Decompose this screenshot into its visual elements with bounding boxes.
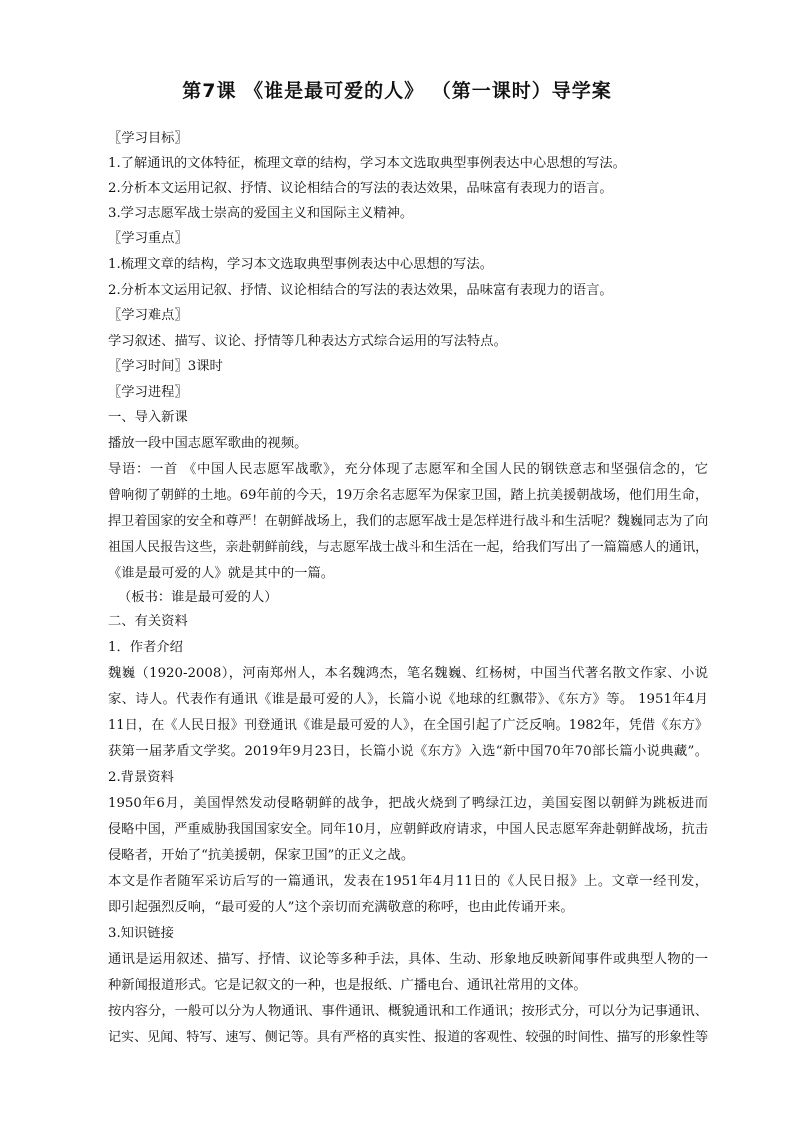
intro-paragraph-line: 捍卫着国家的安全和尊严！在朝鲜战场上，我们的志愿军战士是怎样进行战斗和生活呢？魏巍同志为了向 <box>108 514 708 529</box>
knowledge-paragraph-line: 种新闻报道形式。它是记叙文的一种，也是报纸、广播电台、通讯社常用的文体。 <box>108 978 587 993</box>
knowledge-paragraph-line: 按内容分，一般可以分为人物通讯、事件通讯、概貌通讯和工作通讯；按形式分，可以分为记事通讯、 <box>108 1004 708 1019</box>
subheading-author: 1．作者介绍 <box>108 640 183 655</box>
section-heading-time: 〖学习时间〗3课时 <box>108 359 223 374</box>
section-materials-heading: 二、有关资料 <box>108 614 188 629</box>
intro-video-text: 播放一段中国志愿军歌曲的视频。 <box>108 436 308 451</box>
knowledge-paragraph-line: 记实、见闻、特写、速写、侧记等。具有严格的真实性、报道的客观性、较强的时间性、描写的形象性等 <box>108 1030 708 1045</box>
author-paragraph-line: 家、诗人。代表作有通讯《谁是最可爱的人》，长篇小说《地球的红飘带》、《东方》等。 1951年4月 <box>108 692 708 707</box>
objective-1: 1.了解通讯的文体特征，梳理文章的结构，学习本文选取典型事例表达中心思想的写法。 <box>108 156 626 171</box>
subheading-background: 2.背景资料 <box>108 770 174 785</box>
intro-paragraph-line: 导语：一首 《中国人民志愿军战歌》，充分体现了志愿军和全国人民的钢铁意志和坚强信念的，它 <box>108 462 708 477</box>
intro-paragraph-line: 曾响彻了朝鲜的土地。69年前的今天，19万余名志愿军为保家卫国，踏上抗美援朝战场，他们用生命， <box>108 488 708 503</box>
author-paragraph-line: 魏巍（1920-2008），河南郑州人，本名魏鸿杰，笔名魏巍、红杨树，中国当代著名散文作家、小说 <box>108 666 708 681</box>
section-heading-difficulty: 〖学习难点〗 <box>108 308 188 323</box>
knowledge-paragraph-line: 通讯是运用叙述、描写、抒情、议论等多种手法，具体、生动、形象地反映新闻事件或典型人物的一 <box>108 952 708 967</box>
intro-paragraph-line: 《谁是最可爱的人》就是其中的一篇。 <box>108 566 335 581</box>
background-paragraph-line: 侵略者，开始了“抗美援朝，保家卫国”的正义之战。 <box>108 848 415 863</box>
subheading-knowledge: 3.知识链接 <box>108 926 174 941</box>
difficulty-text: 学习叙述、描写、议论、抒情等几种表达方式综合运用的写法特点。 <box>108 334 507 349</box>
author-paragraph-line: 11日，在《人民日报》刊登通讯《谁是最可爱的人》，在全国引起了广泛反响。1982年，凭借《东方》 <box>108 718 708 733</box>
author-paragraph-line: 获第一届茅盾文学奖。2019年9月23日，长篇小说《东方》入选“新中国70年70部长篇小说典藏”。 <box>108 744 708 759</box>
background-paragraph-line: 侵略中国，严重威胁我国国家安全。同年10月，应朝鲜政府请求，中国人民志愿军奔赴朝鲜战场，抗击 <box>108 822 708 837</box>
section-heading-process: 〖学习进程〗 <box>108 385 188 400</box>
section-heading-focus: 〖学习重点〗 <box>108 231 188 246</box>
objective-2: 2.分析本文运用记叙、抒情、议论相结合的写法的表达效果，品味富有表现力的语言。 <box>108 181 613 196</box>
intro-paragraph-line: 祖国人民报告这些，亲赴朝鲜前线，与志愿军战士战斗和生活在一起，给我们写出了一篇篇感人的通讯， <box>108 540 708 555</box>
page-title: 第7课 《谁是最可爱的人》 （第一课时）导学案 <box>182 80 612 102</box>
section-intro-heading: 一、导入新课 <box>108 410 188 425</box>
background-paragraph-line: 即引起强烈反响，“最可爱的人”这个亲切而充满敬意的称呼，也由此传诵开来。 <box>108 900 574 915</box>
focus-1: 1.梳理文章的结构，学习本文选取典型事例表达中心思想的写法。 <box>108 257 493 272</box>
blackboard-note: （板书：谁是最可爱的人） <box>118 590 278 605</box>
objective-3: 3.学习志愿军战士崇高的爱国主义和国际主义精神。 <box>108 206 414 221</box>
background-paragraph-line: 1950年6月，美国悍然发动侵略朝鲜的战争，把战火烧到了鸭绿江边，美国妄图以朝鲜为跳板进而 <box>108 796 708 811</box>
focus-2: 2.分析本文运用记叙、抒情、议论相结合的写法的表达效果，品味富有表现力的语言。 <box>108 283 613 298</box>
section-heading-objectives: 〖学习目标〗 <box>108 131 188 146</box>
background-paragraph-line: 本文是作者随军采访后写的一篇通讯，发表在1951年4月11日的《人民日报》上。文章一经刊发， <box>108 874 708 889</box>
